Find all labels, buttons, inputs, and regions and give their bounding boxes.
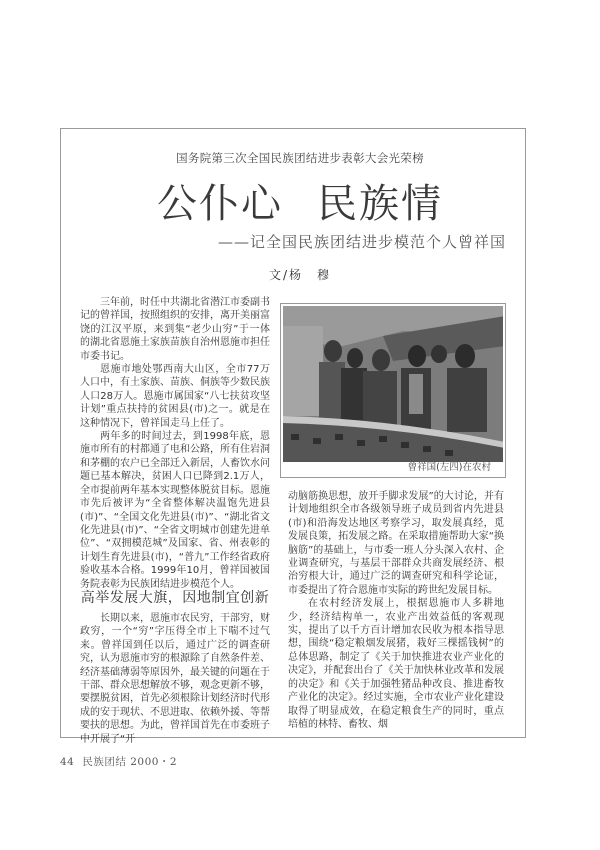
paragraph: 两年多的时间过去，到1998年底，恩施市所有的村都通了电和公路，所有住岩洞和茅棚的农户已全部迁入新居，人畜饮水问题已基本解决，贫困人口已降到2.1万人，全市提前两年基本实现整体脱贫目标。恩施市先后被评为“全省整体解决温饱先进县(市)”、“全国文化先进县(市)”、“湖北省文化先进县(市)”、“全省文明城市创建先进单位”、“双拥模范城”及国家、省、州表彰的计划生育先进县(市)，“普九”工作经省政府验收基本合格。1999年10月，曾祥国被国务院表彰为民族团结进步模范个人。: [80, 431, 270, 590]
paragraph: 恩施市地处鄂西南大山区，全市77万人口中，有土家族、苗族、侗族等少数民族人口28万人。恩施市属国家“八七扶贫攻坚计划”重点扶持的贫困县(市)之一。就是在这种情况下，曾祥国走马上任了。: [80, 364, 270, 429]
article-subtitle: ——记全国民族团结进步模范个人曾祥国: [218, 233, 507, 251]
photo-image: [283, 306, 503, 462]
paragraph: 三年前，时任中共湖北省潜江市委副书记的曾祥国，按照组织的安排，离开美丽富饶的江汉平原，来到集“老少山穷”于一体的湖北省恩施土家族苗族自治州恩施市担任市委书记。: [80, 297, 270, 362]
paragraph: 动脑筋换思想，放开手脚求发展”的大讨论，并有计划地组织全市各级领导班子成员到省内先进县(市)和沿海发达地区考察学习，取发展真经，觅发展良策，拓发展之路。在采取措施帮助大家“换脑筋”的基础上，与市委一班人分头深入农村、企业调查研究，与基层干部群众共商发展经济、根治穷根大计，通过广泛的调查研究和科学论证，市委提出了符合恩施市实际的跨世纪发展目标。: [288, 491, 504, 596]
paragraph: 长期以来，恩施市农民穷，干部穷，财政穷，一个“穷”字压得全市上下喘不过气来。曾祥国到任以后，通过广泛的调查研究，认为恩施市穷的根源除了自然条件差、经济基础薄弱等原因外，最关键的问题在于干部、群众思想解放不够，观念更新不够，要摆脱贫困，首先必须根除计划经济时代形成的安于现状、不思进取、依赖外援、等帮要扶的思想。为此，曾祥国首先在市委班子中开展了“开: [80, 613, 270, 745]
title-part-1: 公仆心: [157, 181, 283, 227]
left-column-section: [80, 612, 270, 746]
publication-name: 民族团结 2000・2: [82, 756, 178, 768]
left-column: [80, 296, 270, 591]
page-footer: [60, 754, 177, 769]
paragraph: 在农村经济发展上，根据恩施市人多耕地少，经济结构单一，农业产出效益低的客观现实，提出了以千方百计增加农民收为根本指导思想，围绕“稳定粮烟发展猪，栽好三棵摇钱树”的总体思路，制定了《关于加快推进农业产业化的决定》，并配套出台了《关于加快林业改革和发展的决定》和《关于加强牲猪品种改良、推进畜牧产业化的决定》。经过实施，全市农业产业化建设取得了明显成效，在稳定粮食生产的同时，重点培植的林特、畜牧、烟: [288, 598, 504, 730]
article-kicker: 国务院第三次全国民族团结进步表彰大会光荣榜: [176, 151, 424, 165]
article-byline: 文/杨 穆: [268, 268, 332, 282]
photo-illustration: [283, 306, 503, 462]
page-number: 44: [60, 756, 75, 768]
title-part-2: 民族情: [317, 181, 443, 227]
right-column: [288, 490, 504, 731]
article-title: [0, 172, 600, 229]
photo-figure: [280, 303, 506, 478]
section-heading: 高举发展大旗，因地制宜创新: [80, 590, 270, 606]
photo-caption: 曾祥国(左四)在农村: [407, 462, 491, 473]
